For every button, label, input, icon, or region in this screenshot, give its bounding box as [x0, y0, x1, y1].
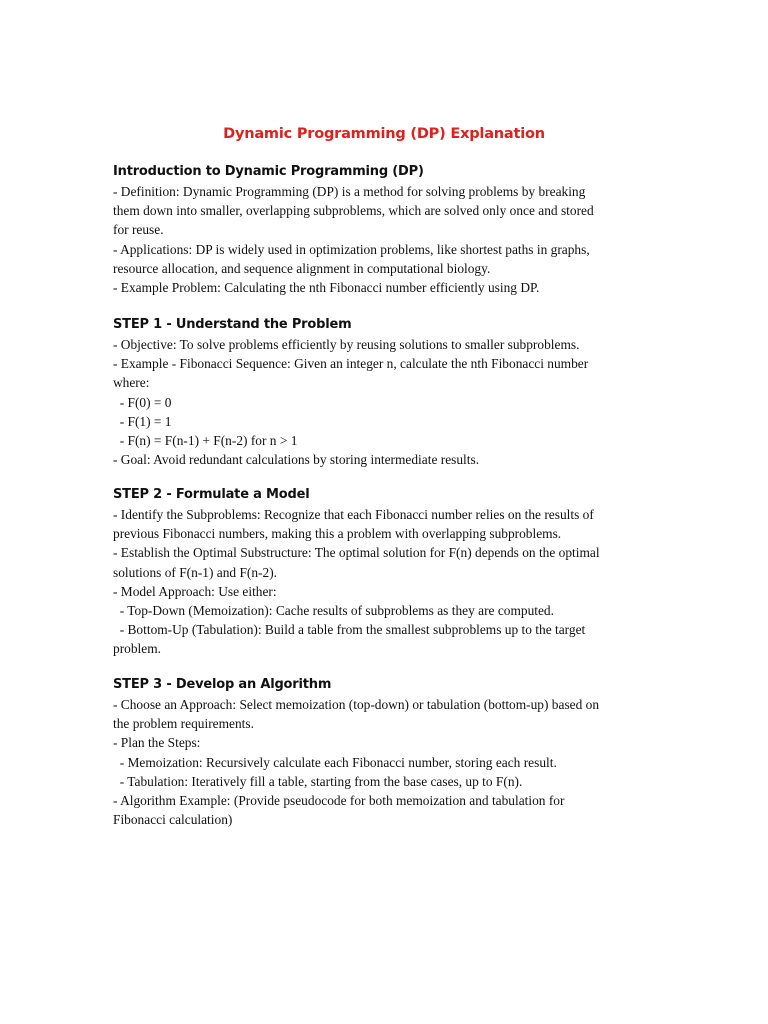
body-line: where: [113, 375, 150, 391]
section-heading: Introduction to Dynamic Programming (DP) [113, 164, 424, 179]
body-line: - Definition: Dynamic Programming (DP) is a method for solving problems by breaking [113, 184, 586, 199]
body-line: previous Fibonacci numbers, making this a problem with overlapping subproblems. [113, 526, 562, 542]
body-line: - F(n) = F(n-1) + F(n-2) for n > 1 [113, 432, 298, 448]
section-body [113, 505, 658, 659]
body-line: - Choose an Approach: Select memoization (top-down) or tabulation (bottom-up) based on [113, 697, 600, 712]
section-body [113, 335, 658, 469]
body-line: - Example - Fibonacci Sequence: Given an integer n, calculate the nth Fibonacci number [113, 356, 589, 372]
body-line: the problem requirements. [113, 716, 254, 732]
body-line: - Goal: Avoid redundant calculations by storing intermediate results. [113, 452, 480, 468]
body-line: - F(0) = 0 [113, 394, 172, 410]
body-line: - Objective: To solve problems efficiently by reusing solutions to smaller subproblems. [113, 337, 580, 352]
section-step-2 [113, 485, 658, 659]
body-line: them down into smaller, overlapping subproblems, which are solved only once and stored [113, 203, 594, 219]
body-line: - Identify the Subproblems: Recognize that each Fibonacci number relies on the results of [113, 507, 594, 522]
body-line: solutions of F(n-1) and F(n-2). [113, 564, 278, 580]
body-line: - Bottom-Up (Tabulation): Build a table from the smallest subproblems up to the target [113, 622, 586, 638]
section-introduction [113, 162, 658, 297]
section-heading: STEP 3 - Develop an Algorithm [113, 677, 332, 692]
body-line: - Establish the Optimal Substructure: The optimal solution for F(n) depends on the optimal [113, 545, 600, 561]
body-line: - Example Problem: Calculating the nth Fibonacci number efficiently using DP. [113, 279, 540, 295]
section-step-3 [113, 675, 658, 829]
body-line: - Applications: DP is widely used in optimization problems, like shortest paths in graphs, [113, 241, 590, 257]
body-line: - Algorithm Example: (Provide pseudocode for both memoization and tabulation for [113, 792, 565, 808]
body-line: Fibonacci calculation) [113, 812, 233, 828]
body-line: resource allocation, and sequence alignment in computational biology. [113, 260, 491, 276]
section-heading: STEP 2 - Formulate a Model [113, 487, 310, 502]
section-heading: STEP 1 - Understand the Problem [113, 317, 352, 332]
body-line: - F(1) = 1 [113, 413, 172, 429]
section-step-1 [113, 315, 658, 469]
section-body [113, 695, 658, 829]
body-line: - Model Approach: Use either: [113, 583, 277, 599]
document-title: Dynamic Programming (DP) Explanation [223, 126, 545, 142]
body-line: for reuse. [113, 222, 164, 238]
body-line: - Tabulation: Iteratively fill a table, starting from the base cases, up to F(n). [113, 773, 523, 789]
body-line: - Plan the Steps: [113, 735, 201, 751]
body-line: problem. [113, 641, 161, 657]
body-line: - Top-Down (Memoization): Cache results of subproblems as they are computed. [113, 602, 554, 618]
section-body [113, 182, 658, 297]
body-line: - Memoization: Recursively calculate each Fibonacci number, storing each result. [113, 754, 557, 770]
